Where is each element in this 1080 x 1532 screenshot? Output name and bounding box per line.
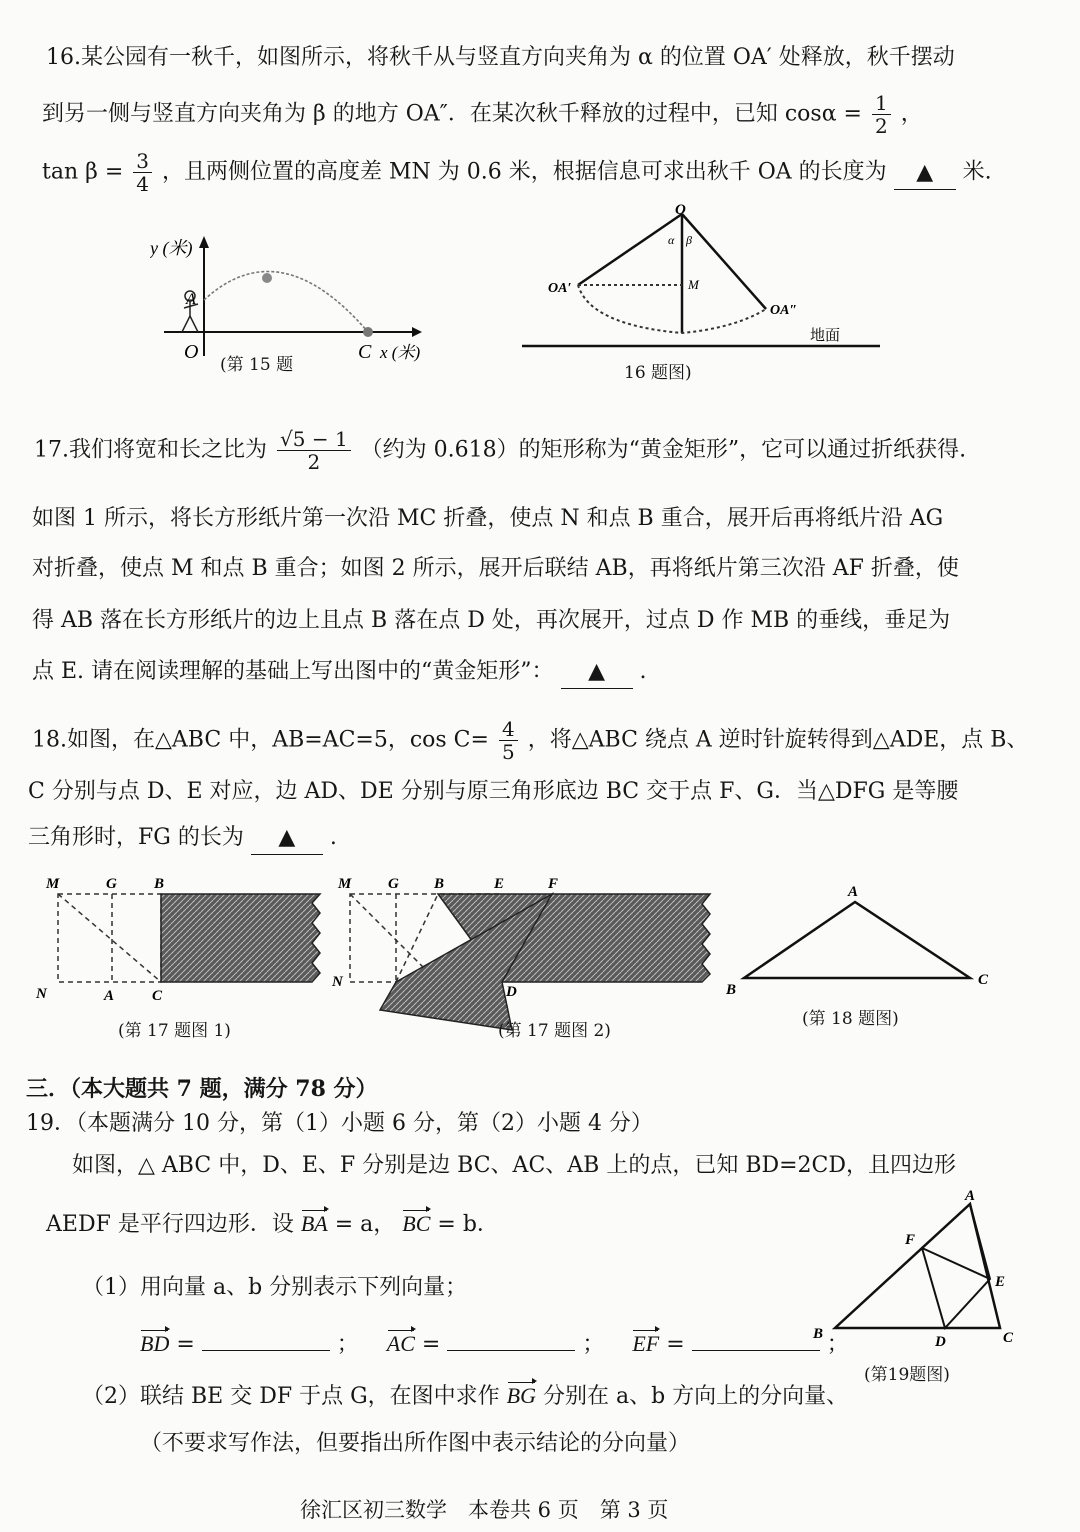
q16-answer-blank[interactable]: ▲: [894, 157, 956, 190]
fig15-label-o: O: [184, 341, 199, 363]
figure-15: [150, 228, 450, 378]
fig16-rope-right: [682, 214, 766, 309]
fig16-label-oa1: OA′: [548, 281, 572, 296]
q17-golden-fraction: [277, 428, 351, 473]
figure-17-1: [30, 870, 340, 1010]
q19-vector-bd: BD: [140, 1328, 169, 1360]
fig15-y-label: y (米): [150, 238, 193, 258]
q19-vector-bc: BC: [402, 1208, 430, 1240]
fig17a-paper: [161, 894, 320, 982]
q19-ef-blank[interactable]: [692, 1326, 820, 1351]
q19-part2-post: 分别在 a、b 方向上的分向量、: [543, 1384, 849, 1409]
fig17a-label-g: G: [106, 876, 117, 892]
q19-eq-bd: =: [176, 1332, 195, 1357]
q19-line2-text: AEDF 是平行四边形．设: [46, 1212, 294, 1237]
fig19-label-b: B: [813, 1326, 824, 1342]
q18-line1: [32, 718, 1028, 763]
fig19-label-a: A: [965, 1188, 976, 1204]
q17-line5-post: .: [639, 659, 647, 684]
fig15-ball: [262, 273, 272, 283]
q17-fraction-den: 2: [307, 450, 321, 474]
fig17a-label-a: A: [104, 988, 115, 1004]
fig15-point-c: [363, 327, 373, 337]
q18-line1-post: ，将△ABC 绕点 A 逆时针旋转得到△ADE，点 B、: [527, 727, 1029, 753]
fig16-swing-arc: [578, 285, 766, 333]
q19-semi-3: ；: [826, 1332, 849, 1357]
q19-part2-text: （2）联结 BE 交 DF 于点 G，在图中求作: [82, 1384, 500, 1409]
q18-line1-text: 18.如图，在△ABC 中，AB=AC=5，cos C=: [32, 727, 489, 753]
fig19-label-f: F: [905, 1232, 916, 1248]
q19-vector-bg: BG: [507, 1380, 536, 1412]
q19-bd-blank[interactable]: [202, 1326, 330, 1351]
q19-part2: [82, 1380, 848, 1413]
q17-line5-text: 点 E. 请在阅读理解的基础上写出图中的“黄金矩形”：: [32, 659, 554, 684]
q16-line3-text: ，且两侧位置的高度差 MN 为 0.6 米，根据信息可求出秋千 OA 的长度为: [162, 159, 887, 185]
q16-tan-den: 4: [136, 172, 149, 196]
fig17a-fold-mc: [58, 894, 161, 982]
q19-line1: 如图，△ ABC 中，D、E、F 分别是边 BC、AC、AB 上的点，已知 BD=2CD，且四边形: [72, 1153, 957, 1178]
fig17a-label-b: B: [154, 876, 165, 892]
q17-line1-post: （约为 0.618）的矩形称为“黄金矩形”，它可以通过折纸获得.: [360, 437, 967, 463]
fig17a-label-c: C: [152, 988, 163, 1004]
fig19-caption: (第19题图): [864, 1365, 950, 1385]
q18-cos-den: 5: [501, 740, 515, 764]
fig19-label-e: E: [995, 1274, 1006, 1290]
q16-cos-fraction: [872, 92, 891, 137]
fig16-label-alpha: α: [668, 233, 675, 247]
q18-cos-num: 4: [499, 718, 518, 741]
q19-line2: [46, 1208, 499, 1241]
q16-tan-num: 3: [133, 150, 152, 173]
q18-cos-fraction: [499, 718, 518, 763]
q17-fraction-num: √5 − 1: [277, 428, 351, 451]
q16-unit: 米.: [962, 159, 992, 185]
q19-eq-a: = a，: [334, 1212, 396, 1237]
fig16-rope-left: [578, 214, 682, 285]
fig17b-label-m: M: [338, 876, 352, 892]
q17-line5: [32, 656, 647, 689]
fig17b-label-d: D: [506, 984, 517, 1000]
fig17b-label-g: G: [388, 876, 399, 892]
fig15-label-a: A: [186, 291, 196, 308]
q17-line1: [34, 428, 966, 473]
fig19-parallelogram-aedf: [922, 1204, 990, 1328]
fig18-caption: (第 18 题图): [802, 1009, 899, 1029]
q17-answer-blank[interactable]: ▲: [561, 656, 633, 689]
q18-answer-blank[interactable]: ▲: [251, 822, 323, 855]
fig17b-caption: (第 17 题图 2): [498, 1021, 611, 1041]
figure-16: [520, 200, 890, 360]
fig19-label-c: C: [1003, 1330, 1014, 1346]
q19-semi-1: ；: [336, 1332, 359, 1357]
fig16-label-oa2: OA″: [770, 303, 798, 318]
fig16-ground-label: 地面: [810, 328, 841, 344]
fig17a-label-m: M: [46, 876, 60, 892]
fig18-label-a: A: [848, 884, 859, 900]
fig18-label-b: B: [726, 982, 737, 998]
q16-line3: [42, 150, 992, 195]
fig19-segment-fe: [922, 1248, 990, 1279]
q18-line3: [28, 822, 337, 855]
q16-cos-num: 1: [872, 92, 891, 115]
section3-title: 三．（本大题共 7 题，满分 78 分）: [26, 1076, 378, 1102]
q17-line4: 得 AB 落在长方形纸片的边上且点 B 落在点 D 处，再次展开，过点 D 作 MB 的垂线，垂足为: [32, 608, 951, 633]
q16-cos-den: 2: [874, 114, 888, 138]
fig17b-label-e: E: [494, 876, 505, 892]
q16-line2-text: 到另一侧与竖直方向夹角为 β 的地方 OA″．在某次秋千释放的过程中，已知 cosα =: [42, 101, 862, 127]
fig15-label-c: C: [358, 341, 372, 363]
q17-line2: 如图 1 所示，将长方形纸片第一次沿 MC 折叠，使点 N 和点 B 重合，展开后再将纸片沿 AG: [32, 506, 944, 531]
q19-eq-ac: =: [421, 1332, 441, 1357]
q19-part2-note: （不要求写作法，但要指出所作图中表示结论的分向量）: [140, 1431, 691, 1456]
q18-line3-post: .: [329, 825, 337, 850]
fig17a-label-n: N: [36, 986, 47, 1002]
figure-19: [805, 1186, 1030, 1356]
fig16-label-beta: β: [686, 233, 692, 247]
fig16-label-m: M: [688, 277, 699, 292]
fig17b-label-f: F: [548, 876, 559, 892]
fig17b-label-b: B: [434, 876, 445, 892]
q19-ac-blank[interactable]: [447, 1326, 575, 1351]
fig19-label-d: D: [935, 1334, 946, 1350]
q16-line1: 16.某公园有一秋千，如图所示，将秋千从与竖直方向夹角为 α 的位置 OA′ 处释放，秋千摆动: [46, 45, 955, 70]
page-footer: 徐汇区初三数学 本卷共 6 页 第 3 页: [300, 1498, 669, 1522]
fig17a-caption: (第 17 题图 1): [118, 1021, 231, 1041]
figure-17-2: [330, 870, 730, 1040]
fig15-caption: (第 15 题: [220, 355, 294, 375]
q19-vector-ba: BA: [301, 1208, 328, 1240]
q17-line3: 对折叠，使点 M 和点 B 重合；如图 2 所示，展开后联结 AB，再将纸片第三次沿 AF 折叠，使: [32, 556, 959, 581]
q19-part1: （1）用向量 a、b 分别表示下列向量；: [82, 1275, 468, 1300]
q19-vector-answers: [140, 1326, 849, 1361]
fig18-triangle: [744, 902, 970, 978]
fig18-label-c: C: [978, 972, 989, 988]
q19-eq-b: = b．: [437, 1212, 499, 1237]
fig16-caption: 16 题图): [624, 363, 692, 383]
q18-line3-text: 三角形时，FG 的长为: [28, 825, 244, 850]
q16-line2: [42, 92, 923, 137]
figure-18: [720, 878, 1000, 998]
q17-line1-text: 17.我们将宽和长之比为: [34, 437, 267, 463]
q19-semi-2: ；: [582, 1332, 605, 1357]
fig16-label-o: O: [675, 202, 686, 218]
q16-tan-fraction: [133, 150, 152, 195]
fig15-x-label: x (米): [380, 343, 421, 362]
q16-tan-label: tan β =: [42, 159, 124, 185]
fig15-trajectory: [204, 272, 368, 332]
q19-vector-ef: EF: [632, 1328, 659, 1360]
q19-eq-ef: =: [666, 1332, 685, 1357]
q19-header: 19．（本题满分 10 分，第（1）小题 6 分，第（2）小题 4 分）: [26, 1111, 653, 1136]
q19-vector-ac: AC: [387, 1328, 415, 1360]
q16-line2-post: ，: [900, 101, 923, 127]
q18-line2: C 分别与点 D、E 对应，边 AD、DE 分别与原三角形底边 BC 交于点 F、G．当△DFG 是等腰: [28, 779, 959, 804]
fig17b-label-n: N: [332, 974, 343, 990]
